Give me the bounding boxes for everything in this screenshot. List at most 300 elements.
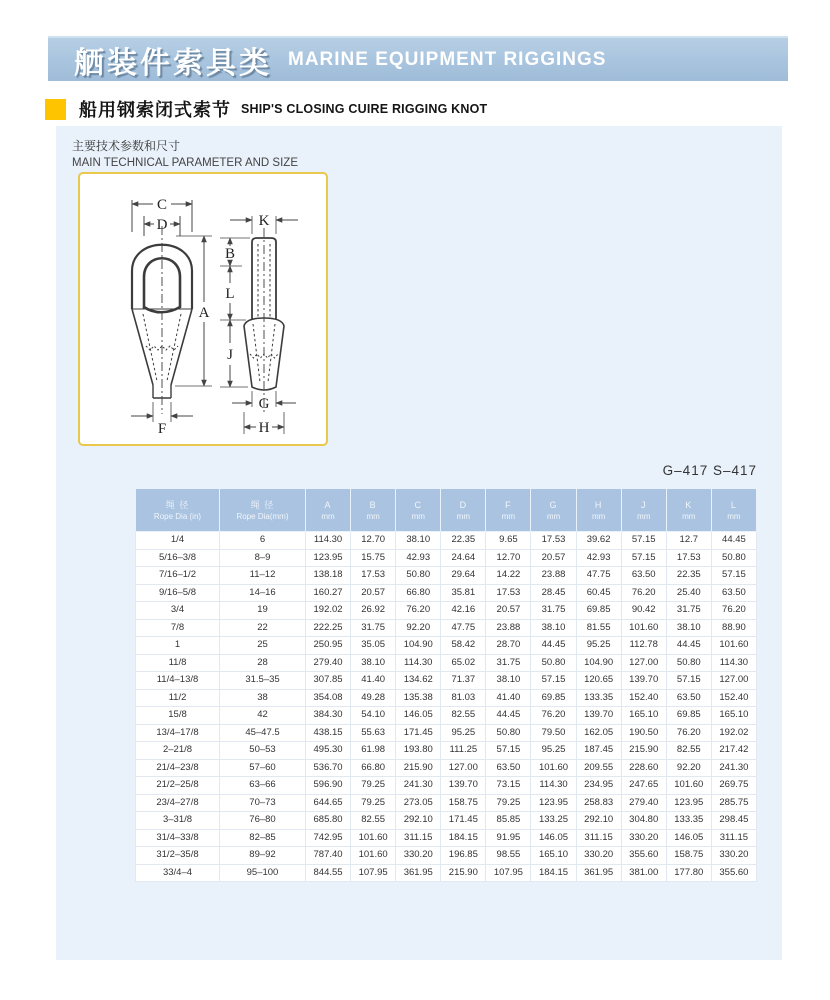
table-cell: 31/2–35/8 [136,847,220,865]
table-cell: 81.55 [576,619,621,637]
table-cell: 192.02 [711,724,756,742]
table-cell: 104.90 [576,654,621,672]
table-cell: 101.60 [711,637,756,655]
table-cell: 123.95 [306,549,351,567]
table-row [136,567,757,585]
yellow-bullet-icon [45,99,66,120]
table-cell: 292.10 [576,812,621,830]
table-cell: 57.15 [621,549,666,567]
table-cell: 139.70 [576,707,621,725]
dim-label-g: G [258,396,270,412]
banner-title-en: MARINE EQUIPMENT RIGGINGS [288,48,607,70]
dim-label-h: H [258,420,270,436]
table-row [136,847,757,865]
table-cell: 2–21/8 [136,742,220,760]
table-cell: 133.35 [666,812,711,830]
table-cell: 279.40 [306,654,351,672]
table-cell: 54.10 [351,707,396,725]
table-cell: 361.95 [576,864,621,882]
table-cell: 42 [220,707,306,725]
table-cell: 57–60 [220,759,306,777]
table-cell: 101.60 [531,759,576,777]
table-cell: 55.63 [351,724,396,742]
table-cell: 11/8 [136,654,220,672]
table-cell: 28.70 [486,637,531,655]
table-cell: 3–31/8 [136,812,220,830]
table-cell: 9/16–5/8 [136,584,220,602]
table-cell: 152.40 [711,689,756,707]
table-cell: 165.10 [531,847,576,865]
table-cell: 495.30 [306,742,351,760]
parameters-heading [72,137,298,172]
table-cell: 234.95 [576,777,621,795]
col-header-6: F mm [486,489,531,532]
table-cell: 133.35 [576,689,621,707]
table-cell: 79.25 [351,777,396,795]
table-cell: 79.25 [486,794,531,812]
table-row [136,777,757,795]
table-cell: 35.05 [351,637,396,655]
table-cell: 79.25 [351,794,396,812]
table-cell: 8–9 [220,549,306,567]
table-cell: 73.15 [486,777,531,795]
col-header-2: A mm [306,489,351,532]
table-cell: 217.42 [711,742,756,760]
table-cell: 69.85 [666,707,711,725]
col-header-11: L mm [711,489,756,532]
table-cell: 31/4–33/8 [136,829,220,847]
table-cell: 13/4–17/8 [136,724,220,742]
table-cell: 25.40 [666,584,711,602]
table-cell: 135.38 [396,689,441,707]
table-cell: 38.10 [531,619,576,637]
table-row [136,619,757,637]
table-cell: 95–100 [220,864,306,882]
table-row [136,602,757,620]
table-cell: 92.20 [666,759,711,777]
table-cell: 42.93 [396,549,441,567]
table-cell: 844.55 [306,864,351,882]
socket-technical-drawing [80,174,326,444]
col-header-10: K mm [666,489,711,532]
table-cell: 65.02 [441,654,486,672]
table-cell: 76.20 [666,724,711,742]
table-cell: 29.64 [441,567,486,585]
table-cell: 41.40 [351,672,396,690]
table-cell: 60.45 [576,584,621,602]
table-cell: 279.40 [621,794,666,812]
table-cell: 355.60 [711,864,756,882]
table-cell: 76.20 [531,707,576,725]
table-cell: 193.80 [396,742,441,760]
table-cell: 160.27 [306,584,351,602]
table-cell: 63.50 [486,759,531,777]
table-cell: 57.15 [711,567,756,585]
table-cell: 101.60 [666,777,711,795]
table-cell: 69.85 [531,689,576,707]
table-cell: 31.75 [666,602,711,620]
table-cell: 85.85 [486,812,531,830]
table-cell: 33/4–4 [136,864,220,882]
table-cell: 24.64 [441,549,486,567]
table-cell: 127.00 [621,654,666,672]
table-row [136,549,757,567]
table-cell: 19 [220,602,306,620]
table-cell: 38.10 [351,654,396,672]
table-cell: 63.50 [621,567,666,585]
dimension-lines [131,200,298,434]
table-cell: 21/4–23/8 [136,759,220,777]
table-row [136,759,757,777]
table-cell: 127.00 [441,759,486,777]
table-cell: 114.30 [531,777,576,795]
table-cell: 7/8 [136,619,220,637]
banner-title-zh: 舾装件索具类 [74,46,272,80]
table-cell: 31.5–35 [220,672,306,690]
table-cell: 82.55 [666,742,711,760]
table-cell: 71.37 [441,672,486,690]
table-cell: 20.57 [351,584,396,602]
section-heading [45,96,487,122]
table-cell: 104.90 [396,637,441,655]
table-cell: 21/2–25/8 [136,777,220,795]
table-cell: 42.16 [441,602,486,620]
table-cell: 158.75 [666,847,711,865]
table-cell: 381.00 [621,864,666,882]
table-cell: 307.85 [306,672,351,690]
table-row [136,689,757,707]
table-cell: 311.15 [711,829,756,847]
table-cell: 63.50 [711,584,756,602]
table-cell: 273.05 [396,794,441,812]
table-cell: 146.05 [396,707,441,725]
dim-label-f: F [157,421,167,437]
table-row [136,794,757,812]
table-cell: 15/8 [136,707,220,725]
table-cell: 384.30 [306,707,351,725]
table-cell: 38.10 [396,532,441,550]
table-cell: 152.40 [621,689,666,707]
content-panel [56,126,782,960]
table-cell: 89–92 [220,847,306,865]
table-cell: 330.20 [711,847,756,865]
technical-drawing-box [78,172,328,446]
table-cell: 12.70 [486,549,531,567]
table-row [136,637,757,655]
section-title-en: SHIP'S CLOSING CUIRE RIGGING KNOT [241,102,488,116]
table-cell: 22 [220,619,306,637]
table-cell: 146.05 [666,829,711,847]
page-banner [48,36,788,81]
table-cell: 90.42 [621,602,666,620]
table-cell: 114.30 [306,532,351,550]
table-cell: 304.80 [621,812,666,830]
table-cell: 31.75 [531,602,576,620]
table-cell: 644.65 [306,794,351,812]
table-cell: 177.80 [666,864,711,882]
table-cell: 127.00 [711,672,756,690]
table-cell: 82–85 [220,829,306,847]
section-title-zh: 船用钢索闭式索节 [79,100,231,120]
table-cell: 190.50 [621,724,666,742]
socket-side-view [244,228,284,414]
table-cell: 184.15 [441,829,486,847]
table-body [136,532,757,882]
table-cell: 114.30 [396,654,441,672]
table-cell: 120.65 [576,672,621,690]
table-cell: 57.15 [486,742,531,760]
table-cell: 98.55 [486,847,531,865]
table-cell: 269.75 [711,777,756,795]
col-header-0: 绳 径 Rope Dia (in) [136,489,220,532]
table-cell: 536.70 [306,759,351,777]
table-cell: 11–12 [220,567,306,585]
table-cell: 6 [220,532,306,550]
table-cell: 787.40 [306,847,351,865]
table-cell: 241.30 [711,759,756,777]
table-cell: 330.20 [576,847,621,865]
table-cell: 61.98 [351,742,396,760]
table-cell: 14–16 [220,584,306,602]
table-row [136,672,757,690]
table-cell: 285.75 [711,794,756,812]
table-cell: 139.70 [621,672,666,690]
table-cell: 146.05 [531,829,576,847]
table-cell: 171.45 [441,812,486,830]
table-cell: 92.20 [396,619,441,637]
table-cell: 15.75 [351,549,396,567]
table-cell: 50–53 [220,742,306,760]
table-cell: 107.95 [351,864,396,882]
table-cell: 45–47.5 [220,724,306,742]
table-cell: 50.80 [396,567,441,585]
table-cell: 101.60 [621,619,666,637]
table-cell: 28 [220,654,306,672]
table-row [136,812,757,830]
table-cell: 215.90 [441,864,486,882]
table-cell: 111.25 [441,742,486,760]
table-cell: 184.15 [531,864,576,882]
table-cell: 57.15 [531,672,576,690]
table-cell: 14.22 [486,567,531,585]
table-cell: 11/2 [136,689,220,707]
table-cell: 123.95 [666,794,711,812]
table-cell: 26.92 [351,602,396,620]
col-header-1: 绳 径 Rope Dia(mm) [220,489,306,532]
table-cell: 250.95 [306,637,351,655]
table-cell: 95.25 [441,724,486,742]
table-cell: 22.35 [666,567,711,585]
table-cell: 82.55 [351,812,396,830]
table-row [136,584,757,602]
table-cell: 50.80 [666,654,711,672]
table-cell: 134.62 [396,672,441,690]
dim-label-d: D [156,217,168,233]
table-cell: 112.78 [621,637,666,655]
table-cell: 228.60 [621,759,666,777]
table-cell: 241.30 [396,777,441,795]
table-cell: 50.80 [486,724,531,742]
table-cell: 25 [220,637,306,655]
table-cell: 38.10 [666,619,711,637]
table-cell: 162.05 [576,724,621,742]
table-cell: 247.65 [621,777,666,795]
dim-label-a: A [198,305,210,321]
parameters-heading-zh: 主要技术参数和尺寸 [72,139,181,153]
table-cell: 158.75 [441,794,486,812]
table-cell: 12.70 [351,532,396,550]
table-cell: 95.25 [531,742,576,760]
table-cell: 82.55 [441,707,486,725]
table-cell: 7/16–1/2 [136,567,220,585]
table-cell: 165.10 [711,707,756,725]
table-cell: 215.90 [621,742,666,760]
table-cell: 70–73 [220,794,306,812]
table-row [136,742,757,760]
table-cell: 17.53 [486,584,531,602]
table-cell: 95.25 [576,637,621,655]
table-cell: 1/4 [136,532,220,550]
table-cell: 57.15 [666,672,711,690]
table-cell: 28.45 [531,584,576,602]
col-header-3: B mm [351,489,396,532]
dim-label-j: J [227,347,233,363]
table-cell: 63.50 [666,689,711,707]
table-cell: 23.88 [486,619,531,637]
table-cell: 88.90 [711,619,756,637]
table-cell: 57.15 [621,532,666,550]
table-header-row [136,489,757,532]
table-row [136,654,757,672]
table-cell: 58.42 [441,637,486,655]
table-cell: 91.95 [486,829,531,847]
table-cell: 9.65 [486,532,531,550]
table-cell: 76–80 [220,812,306,830]
table-cell: 138.18 [306,567,351,585]
table-cell: 79.50 [531,724,576,742]
table-cell: 355.60 [621,847,666,865]
table-cell: 20.57 [486,602,531,620]
table-cell: 11/4–13/8 [136,672,220,690]
table-cell: 66.80 [351,759,396,777]
table-cell: 50.80 [531,654,576,672]
table-cell: 42.93 [576,549,621,567]
table-cell: 39.62 [576,532,621,550]
table-row [136,707,757,725]
table-cell: 438.15 [306,724,351,742]
table-row [136,829,757,847]
table-cell: 76.20 [711,602,756,620]
table-cell: 22.35 [441,532,486,550]
spec-table [135,488,757,882]
table-cell: 330.20 [621,829,666,847]
table-cell: 76.20 [621,584,666,602]
table-cell: 192.02 [306,602,351,620]
table-cell: 47.75 [576,567,621,585]
table-cell: 44.45 [531,637,576,655]
table-row [136,532,757,550]
table-row [136,724,757,742]
table-cell: 596.90 [306,777,351,795]
table-cell: 17.53 [351,567,396,585]
table-cell: 685.80 [306,812,351,830]
table-cell: 165.10 [621,707,666,725]
table-row [136,864,757,882]
table-cell: 50.80 [711,549,756,567]
table-cell: 311.15 [576,829,621,847]
table-cell: 49.28 [351,689,396,707]
table-cell: 171.45 [396,724,441,742]
table-cell: 298.45 [711,812,756,830]
table-cell: 742.95 [306,829,351,847]
col-header-4: C mm [396,489,441,532]
table-cell: 23.88 [531,567,576,585]
table-cell: 114.30 [711,654,756,672]
table-cell: 23/4–27/8 [136,794,220,812]
table-cell: 66.80 [396,584,441,602]
table-cell: 38 [220,689,306,707]
table-cell: 354.08 [306,689,351,707]
table-cell: 209.55 [576,759,621,777]
table-cell: 12.7 [666,532,711,550]
table-cell: 3/4 [136,602,220,620]
table-cell: 17.53 [666,549,711,567]
dim-label-l: L [225,286,235,302]
dim-label-b: B [224,246,236,262]
table-cell: 44.45 [666,637,711,655]
table-cell: 35.81 [441,584,486,602]
table-cell: 101.60 [351,829,396,847]
table-cell: 69.85 [576,602,621,620]
col-header-5: D mm [441,489,486,532]
table-cell: 1 [136,637,220,655]
table-cell: 187.45 [576,742,621,760]
table-cell: 196.85 [441,847,486,865]
table-cell: 215.90 [396,759,441,777]
table-cell: 47.75 [441,619,486,637]
table-cell: 76.20 [396,602,441,620]
table-cell: 44.45 [486,707,531,725]
table-cell: 258.83 [576,794,621,812]
table-cell: 63–66 [220,777,306,795]
col-header-8: H mm [576,489,621,532]
dim-label-k: K [258,213,270,229]
table-cell: 222.25 [306,619,351,637]
table-cell: 107.95 [486,864,531,882]
table-cell: 101.60 [351,847,396,865]
table-cell: 330.20 [396,847,441,865]
table-cell: 81.03 [441,689,486,707]
table-cell: 133.25 [531,812,576,830]
table-cell: 139.70 [441,777,486,795]
table-cell: 123.95 [531,794,576,812]
col-header-9: J mm [621,489,666,532]
parameters-heading-en: MAIN TECHNICAL PARAMETER AND SIZE [72,157,298,169]
table-cell: 31.75 [351,619,396,637]
table-cell: 20.57 [531,549,576,567]
table-cell: 311.15 [396,829,441,847]
table-cell: 361.95 [396,864,441,882]
dim-label-c: C [156,197,168,213]
table-cell: 5/16–3/8 [136,549,220,567]
col-header-7: G mm [531,489,576,532]
model-code: G–417 S–417 [662,463,757,478]
table-cell: 44.45 [711,532,756,550]
table-cell: 17.53 [531,532,576,550]
table-cell: 38.10 [486,672,531,690]
table-cell: 292.10 [396,812,441,830]
table-cell: 31.75 [486,654,531,672]
